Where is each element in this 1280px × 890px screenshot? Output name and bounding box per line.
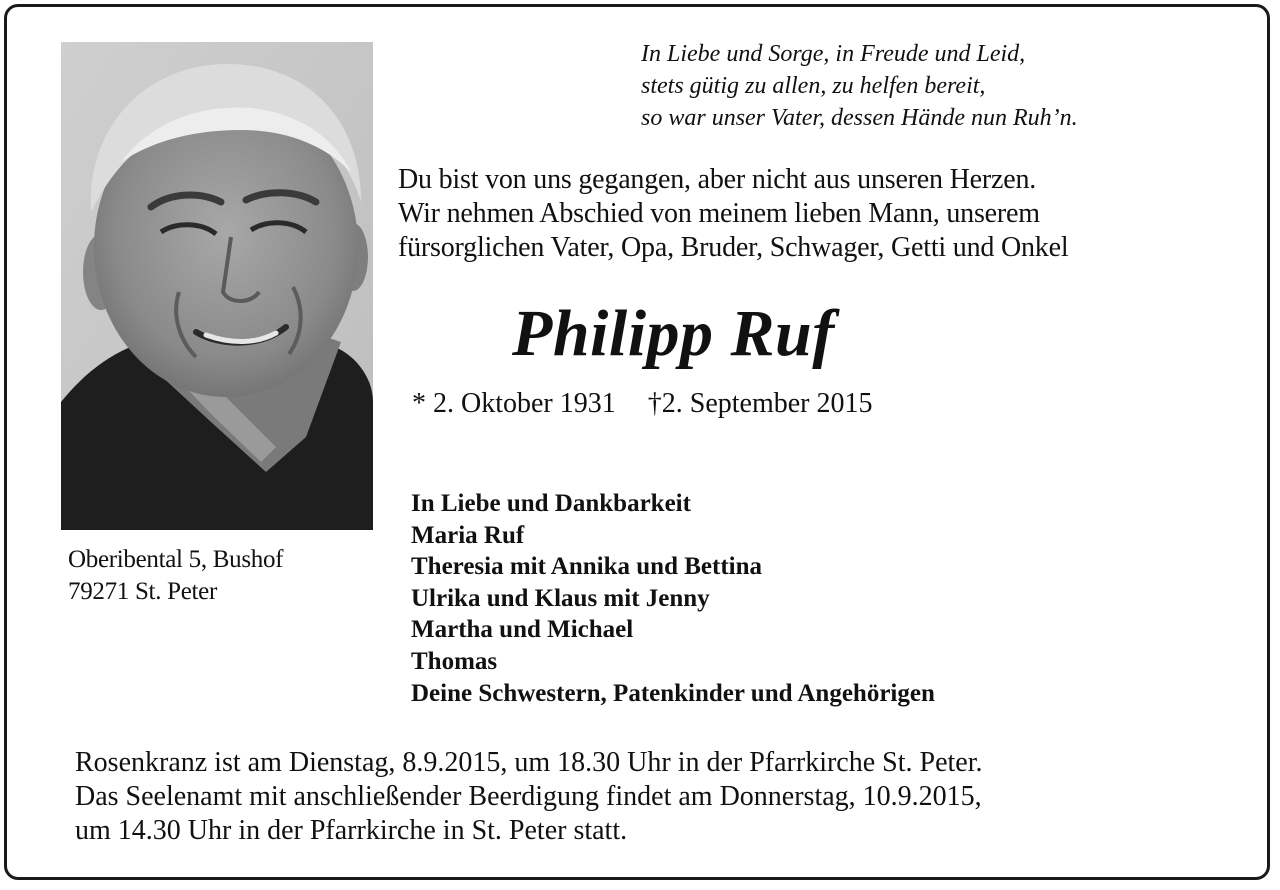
mourner-entry: Thomas [411, 647, 498, 675]
mourners-list [411, 488, 935, 709]
farewell-text [398, 163, 1068, 265]
address-city: 79271 St. Peter [68, 578, 217, 605]
mourners-heading: In Liebe und Dankbarkeit [411, 490, 691, 517]
farewell-line: fürsorglichen Vater, Opa, Bruder, Schwager, Getti und Onkel [398, 232, 1069, 263]
life-dates [412, 386, 873, 422]
farewell-line: Wir nehmen Abschied von meinem lieben Mann, unserem [398, 198, 1040, 229]
portrait-photo [61, 42, 373, 530]
mourner-entry: Maria Ruf [411, 521, 525, 549]
address-block [68, 544, 283, 608]
mourner-entry: Deine Schwestern, Patenkinder und Angehörigen [411, 679, 935, 707]
poem-line: so war unser Vater, dessen Hände nun Ruh’n. [641, 105, 1078, 131]
farewell-line: Du bist von uns gegangen, aber nicht aus unseren Herzen. [398, 164, 1037, 195]
mourner-entry: Martha und Michael [411, 616, 634, 644]
death-date: †2. September 2015 [647, 388, 873, 419]
address-street: Oberibental 5, Bushof [68, 546, 284, 573]
service-line: um 14.30 Uhr in der Pfarrkirche in St. Peter statt. [75, 815, 628, 846]
deceased-name: Philipp Ruf [512, 297, 835, 370]
service-line: Rosenkranz ist am Dienstag, 8.9.2015, um 18.30 Uhr in der Pfarrkirche St. Peter. [75, 747, 983, 778]
mourner-entry: Ulrika und Klaus mit Jenny [411, 584, 710, 612]
poem-line: stets gütig zu allen, zu helfen bereit, [641, 73, 986, 99]
poem-line: In Liebe und Sorge, in Freude und Leid, [641, 41, 1026, 67]
mourner-entry: Theresia mit Annika und Bettina [411, 553, 763, 581]
service-info [75, 746, 983, 848]
portrait-illustration [61, 42, 373, 530]
poem-verse [641, 38, 1078, 134]
birth-date: * 2. Oktober 1931 [412, 388, 616, 419]
service-line: Das Seelenamt mit anschließender Beerdigung findet am Donnerstag, 10.9.2015, [75, 781, 982, 812]
